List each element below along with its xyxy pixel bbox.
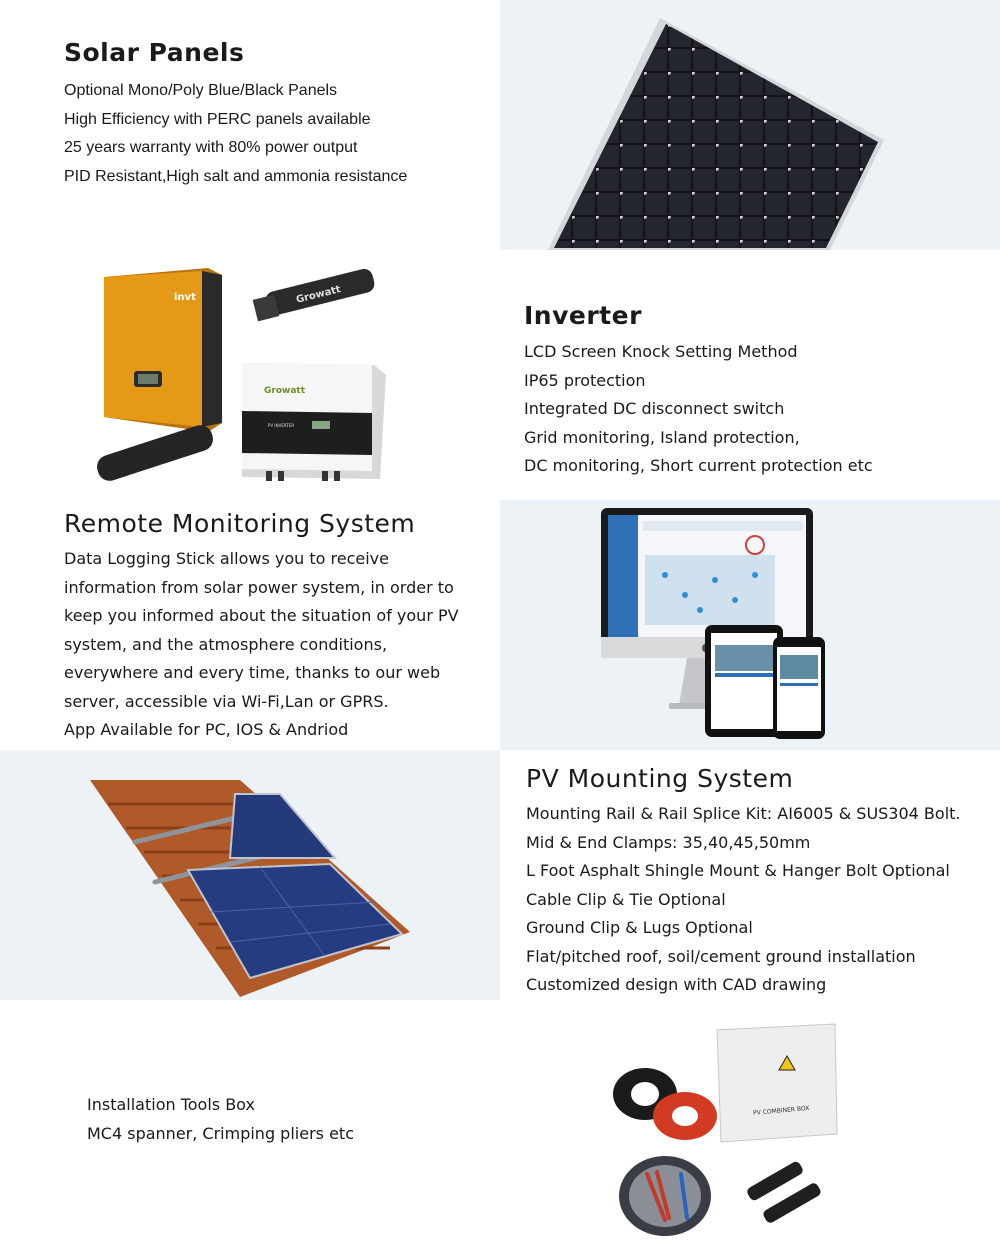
mounting-features bbox=[526, 800, 961, 1000]
mc4-connectors bbox=[746, 1160, 823, 1225]
combiner-box-label: PV COMBINER BOX bbox=[752, 1104, 810, 1117]
mounting-section bbox=[0, 750, 1000, 1000]
feature-line: Cable Clip & Tie Optional bbox=[526, 889, 726, 909]
monitoring-devices-image bbox=[595, 505, 825, 745]
inverter-features bbox=[524, 338, 873, 481]
description-line: MC4 spanner, Crimping pliers etc bbox=[87, 1123, 354, 1143]
monitoring-description bbox=[64, 545, 459, 745]
feature-line: PID Resistant,High salt and ammonia resistance bbox=[64, 167, 408, 185]
growatt-lcd bbox=[312, 421, 330, 429]
description-line: Installation Tools Box bbox=[87, 1095, 255, 1114]
monitoring-section bbox=[0, 500, 1000, 750]
description-line: server, accessible via Wi-Fi,Lan or GPRS. bbox=[64, 691, 389, 711]
growatt-brand-text: Growatt bbox=[264, 386, 306, 396]
description-line: Data Logging Stick allows you to receive bbox=[64, 549, 389, 568]
feature-line: Integrated DC disconnect switch bbox=[524, 399, 785, 418]
solar-panels-section bbox=[0, 0, 1000, 250]
feature-line: Customized design with CAD drawing bbox=[526, 975, 827, 994]
feature-line: Flat/pitched roof, soil/cement ground installation bbox=[526, 946, 916, 966]
feature-line: Optional Mono/Poly Blue/Black Panels bbox=[64, 82, 338, 99]
combiner-box bbox=[717, 1024, 837, 1142]
description-line: system, and the atmosphere conditions, bbox=[64, 634, 388, 654]
roof-mounting-image bbox=[80, 772, 420, 1002]
invt-brand-text: invt bbox=[174, 292, 196, 303]
inverter-image bbox=[90, 265, 410, 495]
mounting-title: PV Mounting System bbox=[526, 764, 794, 793]
tools-image bbox=[605, 1024, 850, 1246]
feature-line: High Efficiency with PERC panels available bbox=[64, 110, 371, 128]
data-logging-stick bbox=[253, 267, 377, 321]
feature-line: IP65 protection bbox=[524, 370, 646, 390]
tools-description bbox=[87, 1091, 354, 1148]
description-line: everywhere and every time, thanks to our web bbox=[64, 663, 441, 682]
feature-line: LCD Screen Knock Setting Method bbox=[524, 342, 798, 361]
feature-line: Ground Clip & Lugs Optional bbox=[526, 918, 753, 937]
feature-line: Mid & End Clamps: 35,40,45,50mm bbox=[526, 832, 811, 852]
pv-inverter-label: PV INVERTER bbox=[268, 423, 295, 428]
feature-line: DC monitoring, Short current protection etc bbox=[524, 456, 873, 475]
feature-line: 25 years warranty with 80% power output bbox=[64, 139, 358, 156]
description-line: information from solar power system, in order to bbox=[64, 577, 454, 597]
solar-panels-title: Solar Panels bbox=[64, 38, 245, 67]
inverter-title: Inverter bbox=[524, 301, 642, 330]
solar-panel bbox=[230, 794, 335, 858]
description-line: keep you informed about the situation of your PV bbox=[64, 606, 459, 625]
description-line: App Available for PC, IOS & Andriod bbox=[64, 720, 349, 739]
inverter-section bbox=[0, 250, 1000, 500]
world-map bbox=[645, 555, 775, 625]
growatt-stick-text: Growatt bbox=[295, 284, 342, 306]
feature-line: Grid monitoring, Island protection, bbox=[524, 427, 800, 447]
solar-panel-image bbox=[500, 0, 1000, 250]
feature-line: L Foot Asphalt Shingle Mount & Hanger Bolt Optional bbox=[526, 861, 950, 880]
feature-line: Mounting Rail & Rail Splice Kit: AI6005 & SUS304 Bolt. bbox=[526, 804, 961, 823]
monitoring-title: Remote Monitoring System bbox=[64, 509, 416, 538]
tools-section bbox=[0, 1000, 1000, 1250]
solar-panels-features bbox=[64, 77, 407, 191]
